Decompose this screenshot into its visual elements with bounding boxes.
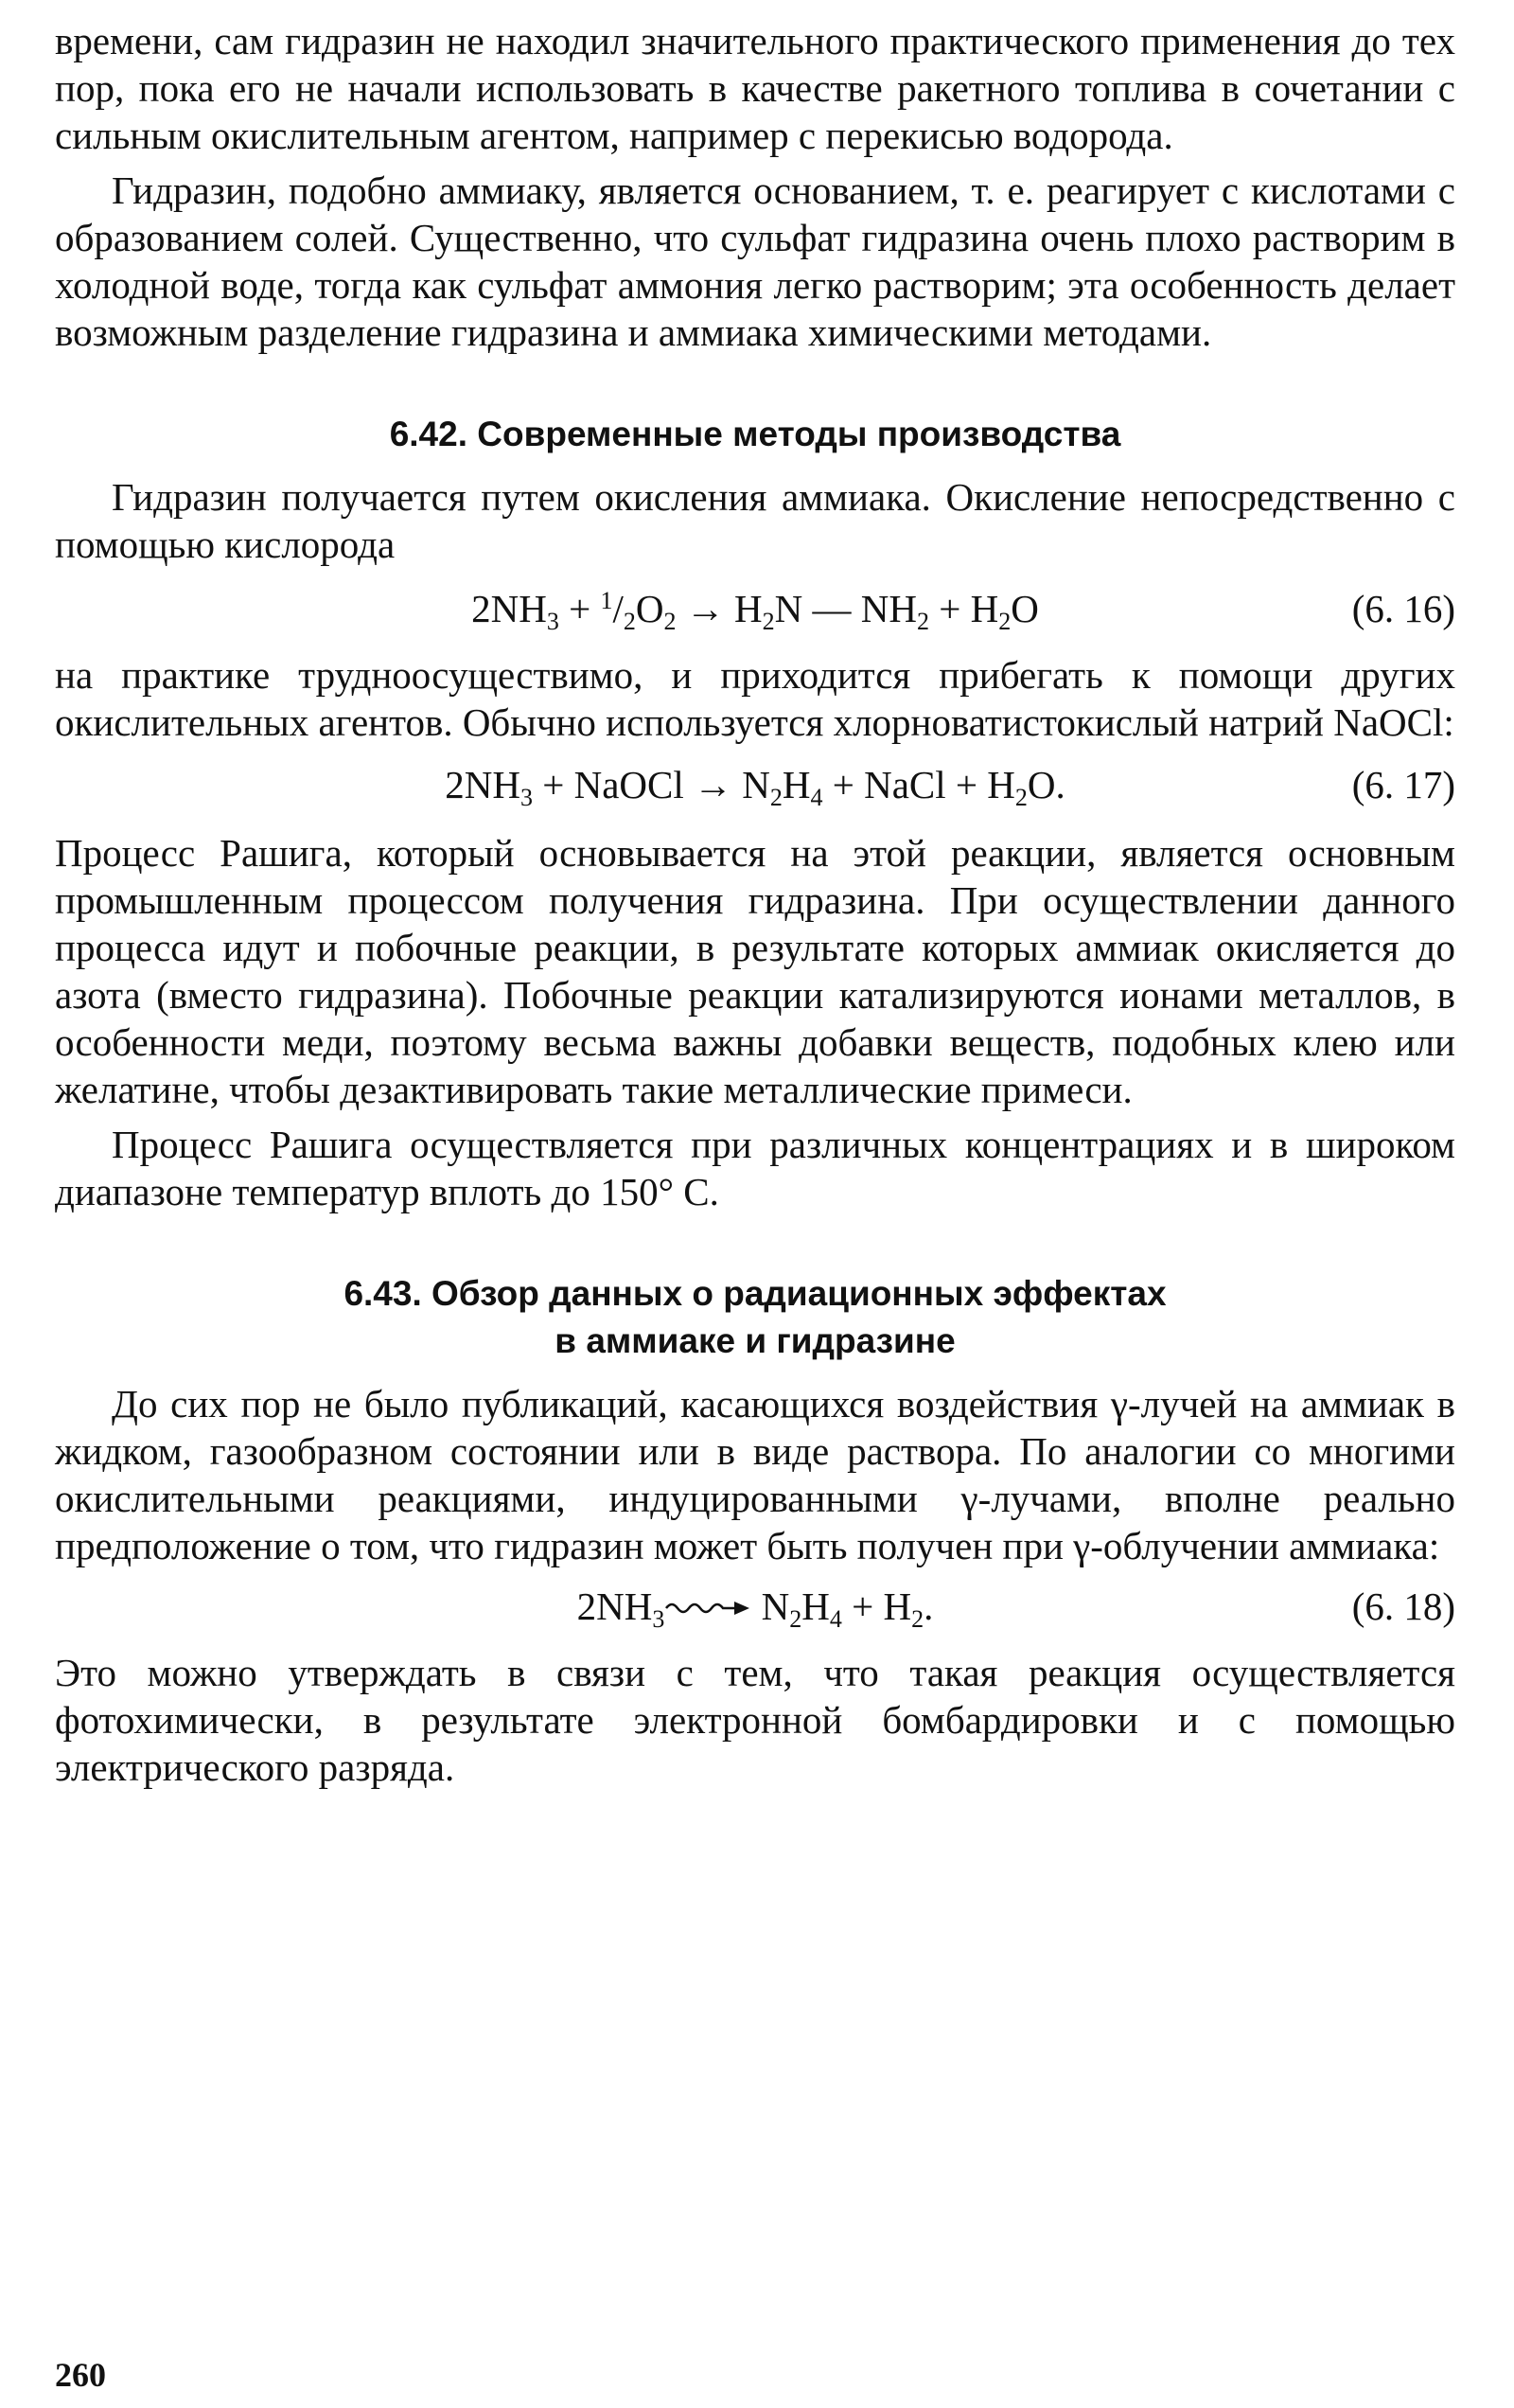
equation-6-17-number: (6. 17): [1351, 763, 1455, 806]
equation-6-17: [55, 755, 1455, 814]
equation-6-16: [55, 579, 1455, 638]
paragraph-8: Это можно утверждать в связи с тем, что такая реакция осуществляется фотохимически, в результате электронной бомбардировки и с помощью электрического разряда.: [55, 1651, 1455, 1789]
paragraph-6: Процесс Рашига осуществляется при различных концентрациях и в широком диапазоне температур вплоть до 150° С.: [55, 1123, 1455, 1213]
equation-6-18: [55, 1577, 1455, 1636]
paragraph-1: времени, сам гидразин не находил значительного практического применения до тех пор, пока его не начали использовать в качестве ракетного топлива в сочетании с сильным окислительным агентом, например с перекисью водорода.: [55, 19, 1455, 157]
section-heading-6-42-text: 6.42. Современные методы производства: [389, 415, 1121, 453]
section-heading-6-43-line-2: в аммиаке и гидразине: [555, 1321, 956, 1360]
equation-6-16-expression: $2NH_3 + ^1/_2O_2 \to H_2N$ — $NH_2 + H_2O$: [471, 587, 1039, 635]
page-number: 260: [55, 2356, 106, 2394]
section-heading-6-42: [55, 411, 1455, 458]
equation-6-18-number: (6. 18): [1351, 1585, 1455, 1628]
equation-6-16-number: (6. 16): [1351, 587, 1455, 630]
paragraph-2: Гидразин, подобно аммиаку, является основанием, т. е. реагирует с кислотами с образованием солей. Существенно, что сульфат гидразина очень плохо растворим в холодной воде, тогда как сульфат аммония легко растворим; эта особенность делает возможным разделение гидразина и аммиака химическими методами.: [55, 168, 1455, 354]
section-heading-6-43-line-1: 6.43. Обзор данных о радиационных эффектах: [343, 1274, 1167, 1313]
paragraph-3: Гидразин получается путем окисления аммиака. Окисление непосредственно с помощью кислорода: [55, 475, 1455, 566]
equation-6-17-expression: $2NH_3$ + NaOCl → $N_2H_4$ + NaCl + $H_2O$.: [445, 763, 1065, 811]
equation-6-18-expression: $2NH_3$ $N_2H_4 + H_2$.: [576, 1585, 934, 1633]
page-body: [55, 17, 1455, 1791]
paragraph-4: на практике трудноосуществимо, и приходится прибегать к помощи других окислительных агентов. Обычно используется хлорноватистокислый натрий NaOCl:: [55, 653, 1455, 744]
paragraph-7: До сих пор не было публикаций, касающихся воздействия γ-лучей на аммиак в жидком, газообразном состоянии или в виде раствора. По аналогии со многими окислительными реакциями, индуцированными γ-лучами, вполне реально предположение о том, что гидразин может быть получен при γ-облучении аммиака:: [55, 1382, 1455, 1567]
section-heading-6-43: [55, 1270, 1455, 1365]
paragraph-5: Процесс Рашига, который основывается на этой реакции, является основным промышленным процессом получения гидразина. При осуществлении данного процесса идут и побочные реакции, в результате которых аммиак окисляется до азота (вместо гидразина). Побочные реакции катализируются ионами металлов, в особенности меди, поэтому весьма важны добавки веществ, подобных клею или желатине, чтобы дезактивировать такие металлические примеси.: [55, 831, 1455, 1111]
wavy-arrow-icon: [664, 1597, 751, 1618]
